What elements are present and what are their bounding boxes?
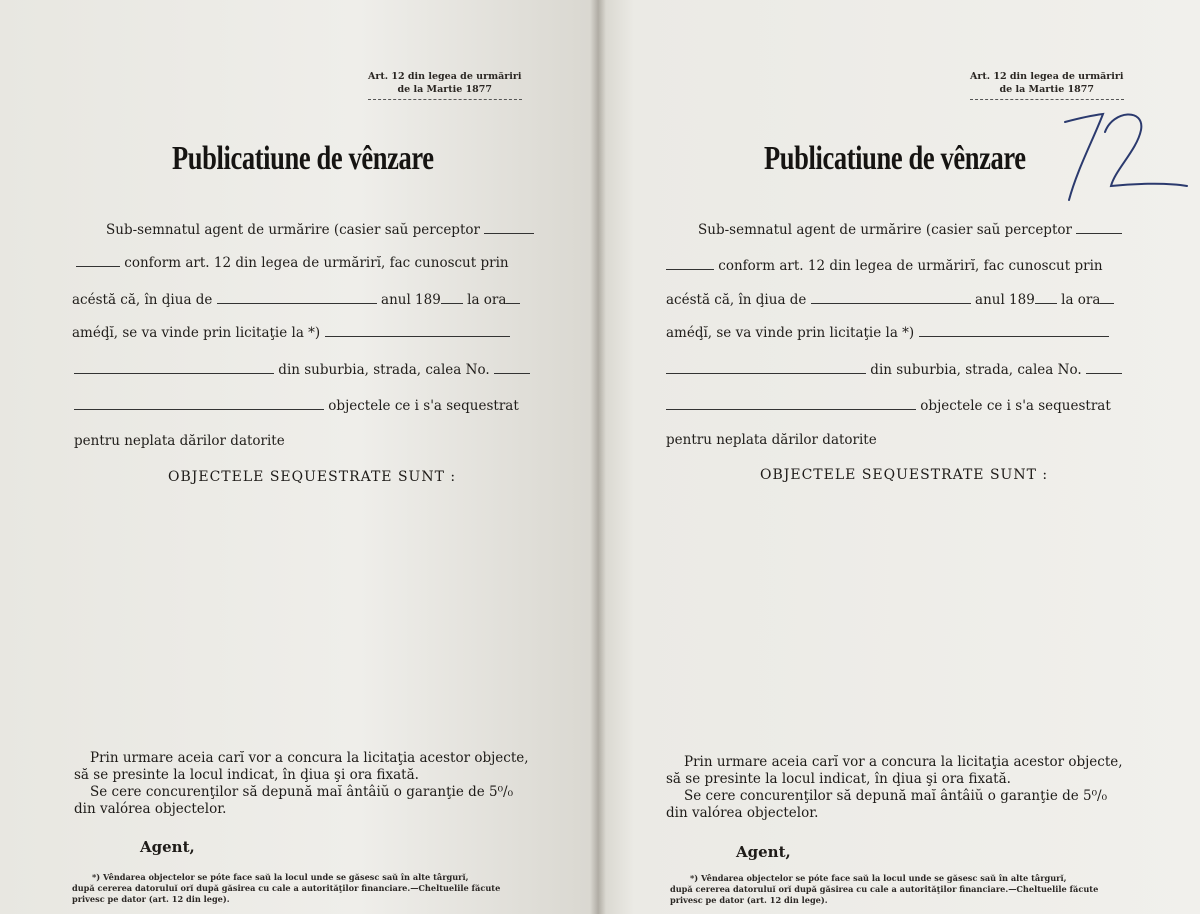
left-page: [0, 0, 598, 914]
book-gutter: [590, 0, 606, 914]
page-title: Publicatiune de vênzare: [764, 140, 1026, 177]
hour-blank: [1100, 293, 1114, 304]
place-blank: [919, 326, 1109, 337]
closing-line-4: din valórea objectelor.: [666, 805, 819, 821]
closing-line-4: din valórea objectelor.: [74, 801, 227, 817]
footnote-line-3: privesc pe dator (art. 12 din lege).: [670, 895, 828, 905]
header-line-2: de la Martie 1877: [999, 84, 1095, 95]
body-line-5: [666, 362, 1122, 378]
closing-line-2: să se presinte la locul indicat, în ḑiua şi ora fixată.: [74, 767, 419, 783]
body-text-4: améḑĭ, se va vinde prin licitaţie la *): [72, 325, 321, 341]
body-line-1: [698, 222, 1122, 238]
body-text-5: din suburbia, strada, calea No.: [870, 362, 1082, 378]
agent-signature-label: Agent,: [736, 843, 791, 861]
header-rule: [368, 99, 522, 100]
footnote: [72, 872, 500, 905]
body-line-6: [666, 398, 1111, 414]
handwritten-number-mark: [1055, 100, 1190, 210]
footnote-line-1: *) Vêndarea objectelor se póte face saŭ la locul unde se găsesc saŭ în alte târgurĭ,: [92, 872, 469, 882]
closing-paragraph: [666, 754, 1123, 822]
body-text-5: din suburbia, strada, calea No.: [278, 362, 490, 378]
hour-blank: [506, 293, 520, 304]
blank-field: [484, 223, 534, 234]
body-text-6: objectele ce i s'a sequestrat: [920, 398, 1111, 414]
blank-field: [666, 259, 714, 270]
footnote: [670, 873, 1098, 906]
body-line-3: [666, 292, 1114, 308]
closing-line-3: Se cere concurenţilor să depună maĭ ântâiŭ o garanţie de 5⁰/₀: [684, 788, 1107, 804]
number-blank: [1086, 363, 1122, 374]
body-line-1: [106, 222, 534, 238]
footnote-line-2: după cererea datoruluĭ orĭ după găsirea cu cale a autorităţilor financiare.—Cheltuelile făcute: [670, 884, 1099, 894]
body-line-4: [666, 325, 1109, 341]
year-blank: [441, 293, 463, 304]
body-line-4: [72, 325, 510, 341]
blank-field: [1076, 223, 1122, 234]
seized-objects-heading: OBJECTELE SEQUESTRATE SUNT :: [168, 469, 457, 485]
header-law-reference: [970, 70, 1124, 100]
body-text-6: objectele ce i s'a sequestrat: [328, 398, 519, 414]
body-text-2: conform art. 12 din legea de urmărirĭ, fac cunoscut prin: [124, 255, 509, 271]
body-line-6: [74, 398, 519, 414]
body-line-7: pentru neplata dărilor datorite: [666, 432, 877, 448]
blank-field: [76, 256, 120, 267]
body-text-1: Sub-semnatul agent de urmărire (casier saŭ perceptor: [106, 222, 480, 238]
body-text-1: Sub-semnatul agent de urmărire (casier saŭ perceptor: [698, 222, 1072, 238]
body-line-2: [76, 255, 509, 271]
body-text-3a: acéstă că, în ḑiua de: [72, 292, 213, 308]
header-line-1: Art. 12 din legea de urmăriri: [970, 71, 1124, 82]
footnote-line-1: *) Vêndarea objectelor se póte face saŭ la locul unde se găsesc saŭ în alte târgurĭ,: [690, 873, 1067, 883]
header-line-2: de la Martie 1877: [397, 84, 493, 95]
number-blank: [494, 363, 530, 374]
place-blank: [325, 326, 510, 337]
owner-blank: [74, 399, 324, 410]
agent-signature-label: Agent,: [140, 838, 195, 856]
place-blank-2: [666, 363, 866, 374]
body-line-3: [72, 292, 520, 308]
place-blank-2: [74, 363, 274, 374]
closing-line-2: să se presinte la locul indicat, în ḑiua şi ora fixată.: [666, 771, 1011, 787]
body-text-3c: la ora: [467, 292, 507, 308]
page-title: Publicatiune de vênzare: [172, 140, 434, 177]
date-blank: [811, 293, 971, 304]
body-text-3c: la ora: [1061, 292, 1101, 308]
closing-line-3: Se cere concurenţilor să depună maĭ ântâiŭ o garanţie de 5⁰/₀: [90, 784, 513, 800]
body-text-4: améḑĭ, se va vinde prin licitaţie la *): [666, 325, 915, 341]
header-law-reference: [368, 70, 522, 100]
seized-objects-heading: OBJECTELE SEQUESTRATE SUNT :: [760, 467, 1049, 483]
owner-blank: [666, 399, 916, 410]
body-text-3b: anul 189: [381, 292, 441, 308]
body-text-3b: anul 189: [975, 292, 1035, 308]
body-line-7: pentru neplata dărilor datorite: [74, 433, 285, 449]
closing-paragraph: [74, 750, 529, 818]
footnote-line-3: privesc pe dator (art. 12 din lege).: [72, 894, 230, 904]
closing-line-1: Prin urmare aceia carĭ vor a concura la licitaţia acestor objecte,: [684, 754, 1123, 770]
date-blank: [217, 293, 377, 304]
footnote-line-2: după cererea datoruluĭ orĭ după găsirea cu cale a autorităţilor financiare.—Cheltuelile făcute: [72, 883, 501, 893]
body-line-2: [666, 258, 1103, 274]
header-line-1: Art. 12 din legea de urmăriri: [368, 71, 522, 82]
body-line-5: [74, 362, 530, 378]
closing-line-1: Prin urmare aceia carĭ vor a concura la licitaţia acestor objecte,: [90, 750, 529, 766]
body-text-2: conform art. 12 din legea de urmărirĭ, fac cunoscut prin: [718, 258, 1103, 274]
year-blank: [1035, 293, 1057, 304]
body-text-3a: acéstă că, în ḑiua de: [666, 292, 807, 308]
